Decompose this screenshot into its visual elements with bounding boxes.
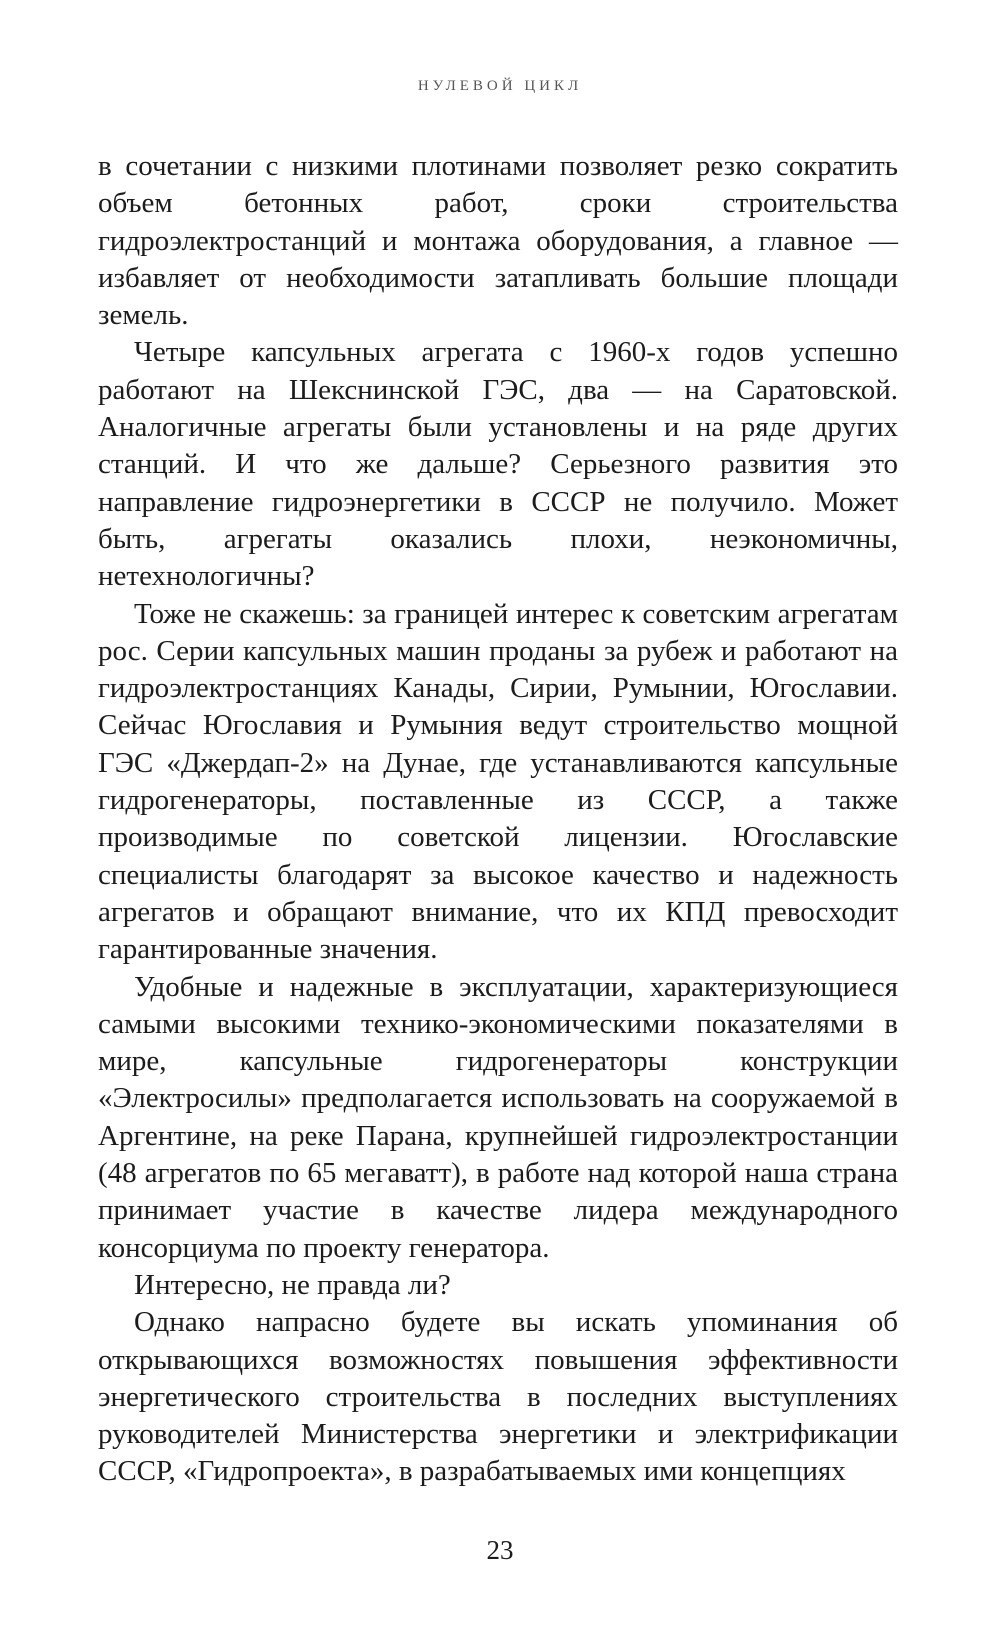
paragraph: Интересно, не правда ли? bbox=[134, 1268, 451, 1301]
paragraph: Четыре капсульных агрегата с 1960-х годов успешно работают на Шекснинской ГЭС, два — на Саратовской. Аналогичные агрегаты были установлены и на ряде других станций. И что же дальше? Серьезного развития это направление гидроэнергетики в СССР не получило. Может быть, агрегаты оказались плохи, неэкономичны, нетехнологичны? bbox=[98, 336, 898, 593]
running-header: НУЛЕВОЙ ЦИКЛ bbox=[417, 78, 583, 94]
paragraph-continuation: в сочетании с низкими плотинами позволяет резко сократить объем бетонных работ, сроки строительства гидроэлектростанций и монтажа оборудования, а главное — избавляет от необходимости затапливать большие площади земель. bbox=[98, 150, 898, 332]
paragraph: Тоже не скажешь: за границей интерес к советским агрегатам рос. Серии капсульных машин проданы за рубеж и работают на гидроэлектростанциях Канады, Сирии, Румынии, Югославии. Сейчас Югославия и Румыния ведут строительство мощной ГЭС «Джердап-2» на Дунае, где устанавливаются капсульные гидрогенераторы, поставленные из СССР, а также производимые по советской лицензии. Югославские специалисты благодарят за высокое качество и надежность агрегатов и обращают внимание, что их КПД превосходит гарантированные значения. bbox=[98, 597, 898, 966]
paragraph: Удобные и надежные в эксплуатации, характеризующиеся самыми высокими технико-экономическими показателями в мире, капсульные гидрогенераторы конструкции «Электросилы» предполагается использовать на сооружаемой в Аргентине, на реке Парана, крупнейшей гидроэлектростанции (48 агрегатов по 65 мегаватт), в работе над которой наша страна принимает участие в качестве лидера международного консорциума по проекту генератора. bbox=[98, 970, 898, 1264]
paragraph: Однако напрасно будете вы искать упоминания об открывающихся возможностях повышения эффективности энергетического строительства в последних выступлениях руководителей Министерства энергетики и электрификации СССР, «Гидропроекта», в разрабатываемых ими концепциях bbox=[98, 1306, 898, 1488]
body-text bbox=[98, 148, 898, 1491]
page-number: 23 bbox=[486, 1535, 514, 1565]
